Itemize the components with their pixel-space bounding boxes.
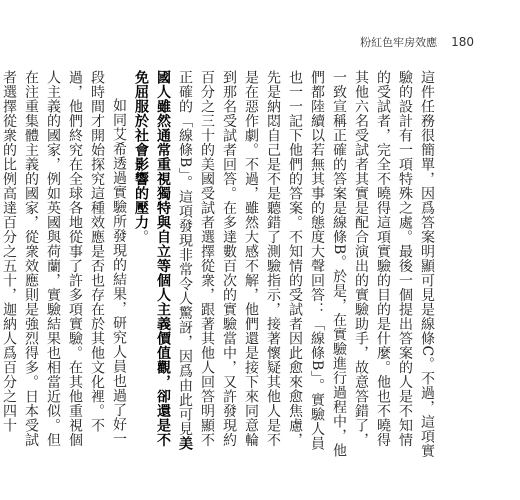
paragraph-text: 。 bbox=[133, 229, 149, 244]
paragraph-text: 這件任務很簡單，因爲答案明顯可見是線條C。不過，這項實驗的設計有一項特殊之處。最後一個提出答案的人是不知情的受試者，完全不曉得這項實驗的目的是什麼。他也不曉得其他六名受試者其實是配合演出的實驗助手，故意答錯了，一致宣稱正確的答案是線條B。於是，在實驗進行過程中，他們都陸續以若無其事的態度大聲回答：「線條B」。實驗人員也一一記下他們的答案。不知情的受試者因此愈來愈焦慮，先是納悶自己是不是聽錯了測驗指示，接著懷疑其他人是不是在惡作劇。不過，雖然大感不解，他們還是接下來同意輪到那名受試者回答。在多達數百次的實驗當中，又許發現約百分之三十的美國受試者選擇從衆，跟著其他人回答明顯不正確的「線條B」。這項發現非常令人驚訝，因爲由此可見 bbox=[177, 70, 435, 459]
chapter-title: 粉紅色牢房效應 bbox=[360, 36, 438, 49]
paragraph bbox=[130, 70, 438, 460]
paragraph-text: 如同艾希透過實驗所發現的結果，研究人員也過了好一段時間才開始探究這種效應是否也存在於其他文化裡。不過，他們終究在全球各地從事了許多項實驗。在其他重視個人主義的國家，例如英國與荷蘭，實驗結果也相當近似。但在注重集體主義的國家，從衆效應則是強烈得多。日本受試者選擇從衆的比例高達百分之五十，迦納人爲百分之四十 bbox=[1, 70, 127, 447]
emphasized-text: 美國人雖然通常重視獨特與自立等個人主義價值觀，卻還是不免屈服於社會影響的壓力 bbox=[133, 70, 193, 451]
vertical-body-text bbox=[0, 70, 438, 460]
paragraph bbox=[0, 70, 130, 460]
page-number: 180 bbox=[451, 35, 474, 49]
running-header bbox=[360, 34, 474, 50]
